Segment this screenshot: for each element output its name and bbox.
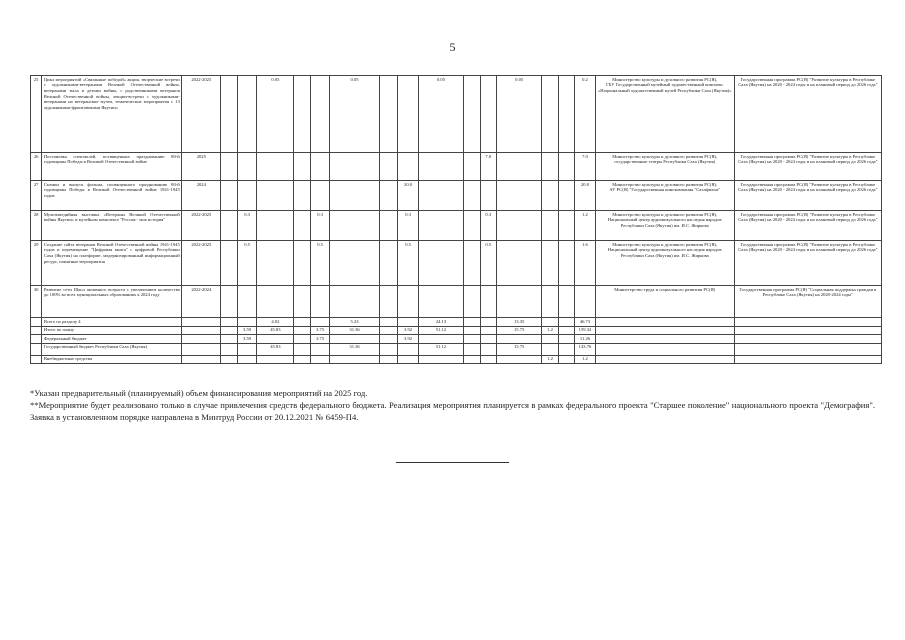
empty-cell bbox=[31, 343, 42, 355]
amount-cell bbox=[221, 211, 237, 241]
program-cell: Государственная программа РС(Я) "Развитие культуры в Республике Саха (Якутия) на 2020 - 2024 годы и на плановый период до 2026 года" bbox=[734, 211, 881, 241]
amount-cell bbox=[237, 355, 257, 364]
amount-cell: 46.73 bbox=[575, 318, 596, 327]
amount-cell bbox=[310, 343, 330, 355]
amount-cell: 1.2 bbox=[542, 355, 558, 364]
amount-cell bbox=[480, 343, 496, 355]
amount-cell: 5.23 bbox=[330, 318, 379, 327]
amount-cell bbox=[480, 318, 496, 327]
amount-cell: 0.2 bbox=[575, 76, 596, 153]
amount-cell: 0.5 bbox=[480, 241, 496, 286]
amount-cell: 13.35 bbox=[497, 318, 542, 327]
amount-cell: 20.0 bbox=[398, 181, 419, 211]
amount-cell bbox=[542, 286, 558, 318]
amount-cell: 0.5 bbox=[310, 241, 330, 286]
table-row bbox=[31, 153, 882, 181]
empty-cell bbox=[31, 335, 42, 344]
table-row bbox=[31, 181, 882, 211]
amount-cell: 0.05 bbox=[330, 76, 379, 153]
amount-cell bbox=[558, 153, 574, 181]
table-row bbox=[31, 286, 882, 318]
amount-cell bbox=[257, 286, 294, 318]
amount-cell bbox=[221, 343, 237, 355]
amount-cell: 3.59 bbox=[237, 326, 257, 335]
amount-cell bbox=[558, 181, 574, 211]
row-number-cell: 29 bbox=[31, 241, 42, 286]
amount-cell bbox=[330, 286, 379, 318]
amount-cell bbox=[398, 76, 419, 153]
amount-cell bbox=[310, 286, 330, 318]
amount-cell: 1.6 bbox=[575, 241, 596, 286]
amount-cell: 3.92 bbox=[398, 326, 419, 335]
executor-cell: Министерство культуры и духовного развития РС(Я), Национальный центр аудиовизуального наследия народов Республики Саха (Якутия) им. И.С. Жиркова bbox=[595, 241, 734, 286]
amount-cell bbox=[294, 181, 310, 211]
amount-cell bbox=[221, 76, 237, 153]
empty-cell bbox=[734, 355, 881, 364]
amount-cell bbox=[398, 153, 419, 181]
amount-cell bbox=[497, 355, 542, 364]
empty-cell bbox=[182, 335, 221, 344]
amount-cell bbox=[310, 355, 330, 364]
table-row bbox=[31, 241, 882, 286]
amount-cell bbox=[558, 241, 574, 286]
amount-cell bbox=[542, 318, 558, 327]
empty-cell bbox=[31, 318, 42, 327]
summary-label-cell: Внебюджетные средства bbox=[42, 355, 182, 364]
footnotes bbox=[30, 387, 875, 424]
amount-cell bbox=[542, 343, 558, 355]
amount-cell: 4.02 bbox=[257, 318, 294, 327]
row-number-cell: 26 bbox=[31, 153, 42, 181]
amount-cell: 7.0 bbox=[575, 153, 596, 181]
amount-cell: 31.36 bbox=[330, 343, 379, 355]
program-cell: Государственная программа РС(Я) "Развитие культуры в Республике Саха (Якутия) на 2020 - 2024 годы и на плановый период до 2026 года" bbox=[734, 241, 881, 286]
amount-cell bbox=[379, 153, 398, 181]
empty-cell bbox=[734, 318, 881, 327]
amount-cell bbox=[464, 76, 480, 153]
period-cell: 2025 bbox=[182, 153, 221, 181]
amount-cell: 3.92 bbox=[398, 335, 419, 344]
empty-cell bbox=[182, 355, 221, 364]
amount-cell bbox=[294, 286, 310, 318]
amount-cell bbox=[497, 211, 542, 241]
amount-cell bbox=[221, 241, 237, 286]
amount-cell bbox=[418, 211, 463, 241]
empty-cell bbox=[734, 326, 881, 335]
period-cell: 2022-2025 bbox=[182, 76, 221, 153]
program-cell: Государственная программа РС(Я) "Развитие культуры в Республике Саха (Якутия) на 2020 - 2024 годы и на плановый период до 2026 года" bbox=[734, 76, 881, 153]
amount-cell bbox=[221, 318, 237, 327]
empty-cell bbox=[182, 343, 221, 355]
amount-cell bbox=[221, 181, 237, 211]
amount-cell bbox=[237, 76, 257, 153]
footnote-1: *Указан предварительный (планируемый) объем финансирования мероприятий на 2025 год. bbox=[30, 388, 368, 398]
amount-cell bbox=[558, 76, 574, 153]
empty-cell bbox=[734, 343, 881, 355]
amount-cell bbox=[464, 343, 480, 355]
period-cell: 2022-2025 bbox=[182, 211, 221, 241]
amount-cell bbox=[294, 241, 310, 286]
empty-cell bbox=[595, 326, 734, 335]
amount-cell bbox=[497, 153, 542, 181]
amount-cell bbox=[330, 181, 379, 211]
row-number-cell: 30 bbox=[31, 286, 42, 318]
executor-cell: Министерство культуры и духовного развития РС(Я), государственные театры Республики Саха (Якутия) bbox=[595, 153, 734, 181]
amount-cell bbox=[237, 318, 257, 327]
amount-cell bbox=[398, 318, 419, 327]
amount-cell bbox=[257, 335, 294, 344]
amount-cell bbox=[464, 241, 480, 286]
amount-cell: 0.05 bbox=[418, 76, 463, 153]
amount-cell bbox=[464, 153, 480, 181]
summary-row bbox=[31, 318, 882, 327]
amount-cell bbox=[330, 241, 379, 286]
amount-cell bbox=[418, 181, 463, 211]
activity-name-cell: Развитие сети Школ активного возраста с увеличением количества до 100% во всех муниципальных образованиях к 2024 году bbox=[42, 286, 182, 318]
amount-cell: 0.3 bbox=[310, 211, 330, 241]
summary-label-cell: Государственный бюджет Республики Саха (Якутия) bbox=[42, 343, 182, 355]
amount-cell: 3.59 bbox=[237, 335, 257, 344]
amount-cell bbox=[237, 181, 257, 211]
amount-cell bbox=[542, 76, 558, 153]
amount-cell bbox=[237, 153, 257, 181]
row-number-cell: 28 bbox=[31, 211, 42, 241]
table-row bbox=[31, 211, 882, 241]
amount-cell: 7.0 bbox=[480, 153, 496, 181]
activity-name-cell: Создание сайта ветеранов Великой Отечественной войны 1941-1945 годов и перемещение "Цифровая книга" с цифровой Республики Саха (Якутия) на платформе, модернизированный информационный ресурс, памятные мероприятия bbox=[42, 241, 182, 286]
amount-cell bbox=[379, 343, 398, 355]
amount-cell: 159.32 bbox=[575, 326, 596, 335]
amount-cell bbox=[558, 335, 574, 344]
amount-cell: 51.12 bbox=[418, 343, 463, 355]
amount-cell: 0.5 bbox=[398, 241, 419, 286]
amount-cell bbox=[464, 318, 480, 327]
summary-row bbox=[31, 326, 882, 335]
amount-cell bbox=[558, 326, 574, 335]
amount-cell bbox=[310, 76, 330, 153]
empty-cell bbox=[595, 355, 734, 364]
amount-cell bbox=[330, 355, 379, 364]
amount-cell bbox=[398, 343, 419, 355]
amount-cell bbox=[480, 181, 496, 211]
amount-cell bbox=[257, 153, 294, 181]
amount-cell bbox=[398, 286, 419, 318]
program-cell: Государственная программа РС(Я) "Развитие культуры в Республике Саха (Якутия) на 2020 - 2024 годы и на плановый период до 2026 года" bbox=[734, 153, 881, 181]
amount-cell: 11.26 bbox=[575, 335, 596, 344]
amount-cell bbox=[310, 153, 330, 181]
amount-cell bbox=[497, 181, 542, 211]
amount-cell bbox=[558, 286, 574, 318]
summary-row bbox=[31, 355, 882, 364]
amount-cell: 1.2 bbox=[542, 326, 558, 335]
amount-cell: 15.75 bbox=[497, 343, 542, 355]
amount-cell bbox=[294, 211, 310, 241]
amount-cell bbox=[398, 355, 419, 364]
amount-cell: 51.12 bbox=[418, 326, 463, 335]
amount-cell bbox=[294, 326, 310, 335]
amount-cell: 1.2 bbox=[575, 211, 596, 241]
amount-cell bbox=[542, 335, 558, 344]
period-cell: 2022-2025 bbox=[182, 241, 221, 286]
amount-cell bbox=[497, 335, 542, 344]
period-cell: 2024 bbox=[182, 181, 221, 211]
amount-cell bbox=[330, 153, 379, 181]
amount-cell bbox=[464, 335, 480, 344]
amount-cell bbox=[464, 355, 480, 364]
empty-cell bbox=[595, 335, 734, 344]
amount-cell bbox=[257, 211, 294, 241]
amount-cell bbox=[558, 355, 574, 364]
amount-cell bbox=[257, 355, 294, 364]
end-line bbox=[396, 462, 509, 463]
amount-cell: 0.05 bbox=[497, 76, 542, 153]
amount-cell bbox=[237, 286, 257, 318]
summary-row bbox=[31, 343, 882, 355]
program-cell: Государственная программа РС(Я) "Развитие культуры в Республике Саха (Якутия) на 2020 - 2024 годы и на плановый период до 2026 года" bbox=[734, 181, 881, 211]
amount-cell bbox=[558, 211, 574, 241]
amount-cell bbox=[480, 286, 496, 318]
summary-label-cell: Итого по плану bbox=[42, 326, 182, 335]
amount-cell bbox=[379, 286, 398, 318]
empty-cell bbox=[595, 343, 734, 355]
amount-cell bbox=[418, 153, 463, 181]
amount-cell bbox=[294, 76, 310, 153]
amount-cell: 15.75 bbox=[497, 326, 542, 335]
amount-cell bbox=[237, 343, 257, 355]
amount-cell bbox=[480, 326, 496, 335]
amount-cell bbox=[379, 355, 398, 364]
period-cell: 2022-2024 bbox=[182, 286, 221, 318]
program-cell: Государственная программа РС(Я) "Социальная поддержка граждан в Республике Саха (Якутия) на 2020-2024 годы" bbox=[734, 286, 881, 318]
amount-cell bbox=[497, 286, 542, 318]
amount-cell: 143.76 bbox=[575, 343, 596, 355]
amount-cell bbox=[464, 181, 480, 211]
empty-cell bbox=[31, 326, 42, 335]
amount-cell bbox=[480, 335, 496, 344]
amount-cell bbox=[379, 241, 398, 286]
amount-cell bbox=[542, 181, 558, 211]
amount-cell bbox=[294, 318, 310, 327]
amount-cell: 45.83 bbox=[257, 343, 294, 355]
amount-cell bbox=[221, 153, 237, 181]
amount-cell: 3.75 bbox=[310, 326, 330, 335]
amount-cell bbox=[221, 286, 237, 318]
summary-row bbox=[31, 335, 882, 344]
empty-cell bbox=[182, 326, 221, 335]
amount-cell bbox=[558, 343, 574, 355]
amount-cell bbox=[294, 343, 310, 355]
table-row bbox=[31, 76, 882, 153]
amount-cell bbox=[294, 355, 310, 364]
amount-cell bbox=[294, 335, 310, 344]
amount-cell bbox=[480, 355, 496, 364]
executor-cell: Министерство культуры и духовного развития РС(Я), ГБУ Государственный музейный художественный комплекс «Национальный художественный музей Республики Саха (Якутия)» bbox=[595, 76, 734, 153]
amount-cell bbox=[542, 153, 558, 181]
empty-cell bbox=[182, 318, 221, 327]
amount-cell bbox=[310, 318, 330, 327]
amount-cell bbox=[221, 335, 237, 344]
activity-name-cell: Мультимедийная выставка «Ветераны Великой Отечественной войны Якутии» в музейном комплексе "Россия - моя история" bbox=[42, 211, 182, 241]
amount-cell bbox=[330, 335, 379, 344]
row-number-cell: 27 bbox=[31, 181, 42, 211]
empty-cell bbox=[31, 355, 42, 364]
summary-label-cell: Федеральный бюджет bbox=[42, 335, 182, 344]
amount-cell bbox=[542, 241, 558, 286]
amount-cell bbox=[480, 76, 496, 153]
amount-cell bbox=[418, 355, 463, 364]
amount-cell bbox=[310, 181, 330, 211]
row-number-cell: 25 bbox=[31, 76, 42, 153]
amount-cell bbox=[542, 211, 558, 241]
amount-cell bbox=[379, 318, 398, 327]
amount-cell: 0.05 bbox=[257, 76, 294, 153]
amount-cell: 31.36 bbox=[330, 326, 379, 335]
amount-cell bbox=[257, 181, 294, 211]
amount-cell bbox=[497, 241, 542, 286]
empty-cell bbox=[595, 318, 734, 327]
amount-cell bbox=[379, 76, 398, 153]
amount-cell bbox=[464, 286, 480, 318]
amount-cell bbox=[330, 211, 379, 241]
amount-cell bbox=[558, 318, 574, 327]
amount-cell: 1.2 bbox=[575, 355, 596, 364]
amount-cell bbox=[418, 335, 463, 344]
activity-name-cell: Цикл мероприятий «Связанные победой» акция, творческие встречи с художниками-ветеранами Великой Отечественной войны, ветеранами тыла и детьми войны, с родственниками ветеранов Великой Отечественной войны, лекции-встречи с художниками-ветеранами на ветеранские музеи, тематические мероприятия с 13 художниками-фронтовиками Якутии» bbox=[42, 76, 182, 153]
amount-cell: 24.13 bbox=[418, 318, 463, 327]
plan-table bbox=[30, 75, 882, 364]
executor-cell: Министерство культуры и духовного развития РС(Я), Национальный центр аудиовизуального наследия народов Республики Саха (Якутия) им. И.С. Жирковa bbox=[595, 211, 734, 241]
amount-cell: 0.3 bbox=[480, 211, 496, 241]
amount-cell: 3.75 bbox=[310, 335, 330, 344]
amount-cell bbox=[379, 326, 398, 335]
amount-cell bbox=[257, 241, 294, 286]
page-number: 5 bbox=[449, 40, 456, 54]
amount-cell bbox=[379, 335, 398, 344]
amount-cell: 0.3 bbox=[237, 211, 257, 241]
amount-cell: 0.5 bbox=[237, 241, 257, 286]
amount-cell bbox=[221, 326, 237, 335]
amount-cell bbox=[379, 211, 398, 241]
amount-cell bbox=[418, 241, 463, 286]
summary-label-cell: Всего по разделу 4 bbox=[42, 318, 182, 327]
empty-cell bbox=[734, 335, 881, 344]
amount-cell: 20.0 bbox=[575, 181, 596, 211]
amount-cell bbox=[464, 211, 480, 241]
amount-cell bbox=[294, 153, 310, 181]
executor-cell: Министерство культуры и духовного развития РС(Я), АУ РС(Я) "Государственная кинокомпания "Сахафильм" bbox=[595, 181, 734, 211]
executor-cell: Министерство труда и социального развития РС(Я) bbox=[595, 286, 734, 318]
amount-cell bbox=[418, 286, 463, 318]
activity-name-cell: Съемки и выпуск фильма, посвященного празднованию 80-й годовщины Победы в Великой Отечественной войне 1941-1945 годов bbox=[42, 181, 182, 211]
amount-cell: 45.83 bbox=[257, 326, 294, 335]
amount-cell: 0.3 bbox=[398, 211, 419, 241]
amount-cell bbox=[464, 326, 480, 335]
amount-cell bbox=[575, 286, 596, 318]
amount-cell bbox=[221, 355, 237, 364]
activity-name-cell: Постановка спектаклей, посвященных празднованию 80-й годовщины Победы в Великой Отечественной войне bbox=[42, 153, 182, 181]
footnote-2: **Мероприятие будет реализовано только в случае привлечения средств федерального бюджета. Реализация мероприятия планируется в рамках федерального проекта "Старшее поколение" национального проекта "Демография". Заявка в установленном порядке направлена в Минтруд России от 20.12.2021 № 6459-П4. bbox=[30, 400, 875, 423]
amount-cell bbox=[379, 181, 398, 211]
